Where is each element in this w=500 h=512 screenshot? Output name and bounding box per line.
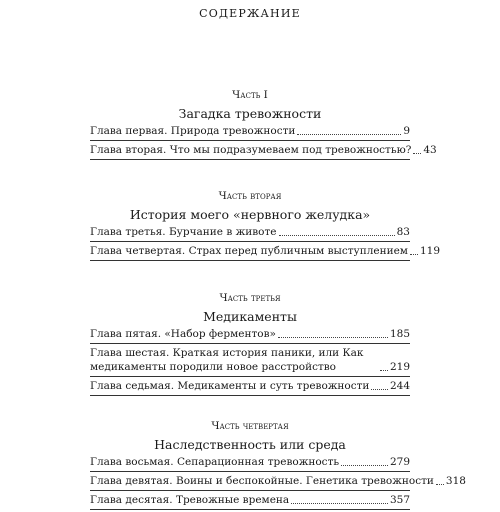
- toc-entry-chapter-2[interactable]: [90, 143, 437, 160]
- toc-part-1: [90, 88, 437, 162]
- toc-entry-chapter-4[interactable]: [90, 244, 441, 261]
- entry-title: Глава седьмая. Медикаменты и суть тревожности: [90, 380, 370, 392]
- dot-leader: [413, 153, 421, 154]
- entry-title: Глава девятая. Воины и беспокойные. Генетика тревожности: [90, 475, 434, 487]
- part-label: Часть третья: [219, 292, 281, 304]
- part-subtitle: История моего «нервного желудка»: [129, 207, 371, 222]
- entry-page-number: 83: [396, 226, 410, 238]
- dot-leader: [380, 370, 388, 371]
- dot-leader: [436, 484, 444, 485]
- toc-entry-chapter-8[interactable]: [90, 455, 410, 472]
- part-subtitle: Медикаменты: [203, 309, 297, 324]
- toc-entry-chapter-1[interactable]: [90, 124, 410, 141]
- entry-page-number: 219: [389, 361, 410, 373]
- entry-page-number: 185: [389, 328, 410, 340]
- entry-title: Глава четвертая. Страх перед публичным выступлением: [90, 245, 408, 257]
- dot-leader: [297, 134, 401, 135]
- toc-entry-chapter-10[interactable]: [90, 493, 410, 510]
- page-title: содержание: [199, 3, 301, 21]
- part-label: Часть четвертая: [211, 420, 289, 432]
- entry-title: Глава восьмая. Сепарационная тревожность: [90, 456, 340, 468]
- part-label: Часть вторая: [218, 190, 282, 202]
- entry-page-number: 9: [403, 125, 410, 137]
- dot-leader: [341, 465, 388, 466]
- toc-entry-chapter-7[interactable]: [90, 379, 410, 396]
- entry-title: Глава третья. Бурчание в животе: [90, 226, 277, 238]
- toc-entry-chapter-9[interactable]: [90, 474, 466, 491]
- entry-page-number: 43: [423, 144, 437, 156]
- part-subtitle: Загадка тревожности: [178, 106, 322, 121]
- dot-leader: [279, 235, 395, 236]
- dot-leader: [278, 337, 388, 338]
- toc-entry-chapter-5[interactable]: [90, 327, 410, 344]
- entry-title: Глава шестая. Краткая история паники, или Как медикаменты породили новое расстройство: [90, 347, 364, 373]
- entry-title: Глава первая. Природа тревожности: [90, 125, 296, 137]
- dot-leader: [410, 254, 418, 255]
- entry-page-number: 119: [419, 245, 441, 257]
- entry-title: Глава пятая. «Набор ферментов»: [90, 328, 276, 340]
- entry-page-number: 279: [389, 456, 410, 468]
- entry-title: Глава десятая. Тревожные времена: [90, 494, 290, 506]
- dot-leader: [371, 389, 388, 390]
- part-label: Часть I: [232, 89, 268, 101]
- entry-title: Глава вторая. Что мы подразумеваем под тревожностью?: [90, 144, 412, 156]
- entry-page-number: 318: [445, 475, 466, 487]
- toc-part-3: [90, 291, 410, 398]
- entry-page-number: 244: [389, 380, 410, 392]
- part-subtitle: Наследственность или среда: [154, 437, 346, 452]
- dot-leader: [291, 503, 388, 504]
- toc-entry-chapter-3[interactable]: [90, 225, 410, 242]
- toc-part-2: [90, 189, 441, 263]
- toc-part-4: [90, 419, 466, 512]
- entry-page-number: 357: [389, 494, 410, 506]
- toc-entry-chapter-6[interactable]: [90, 346, 410, 377]
